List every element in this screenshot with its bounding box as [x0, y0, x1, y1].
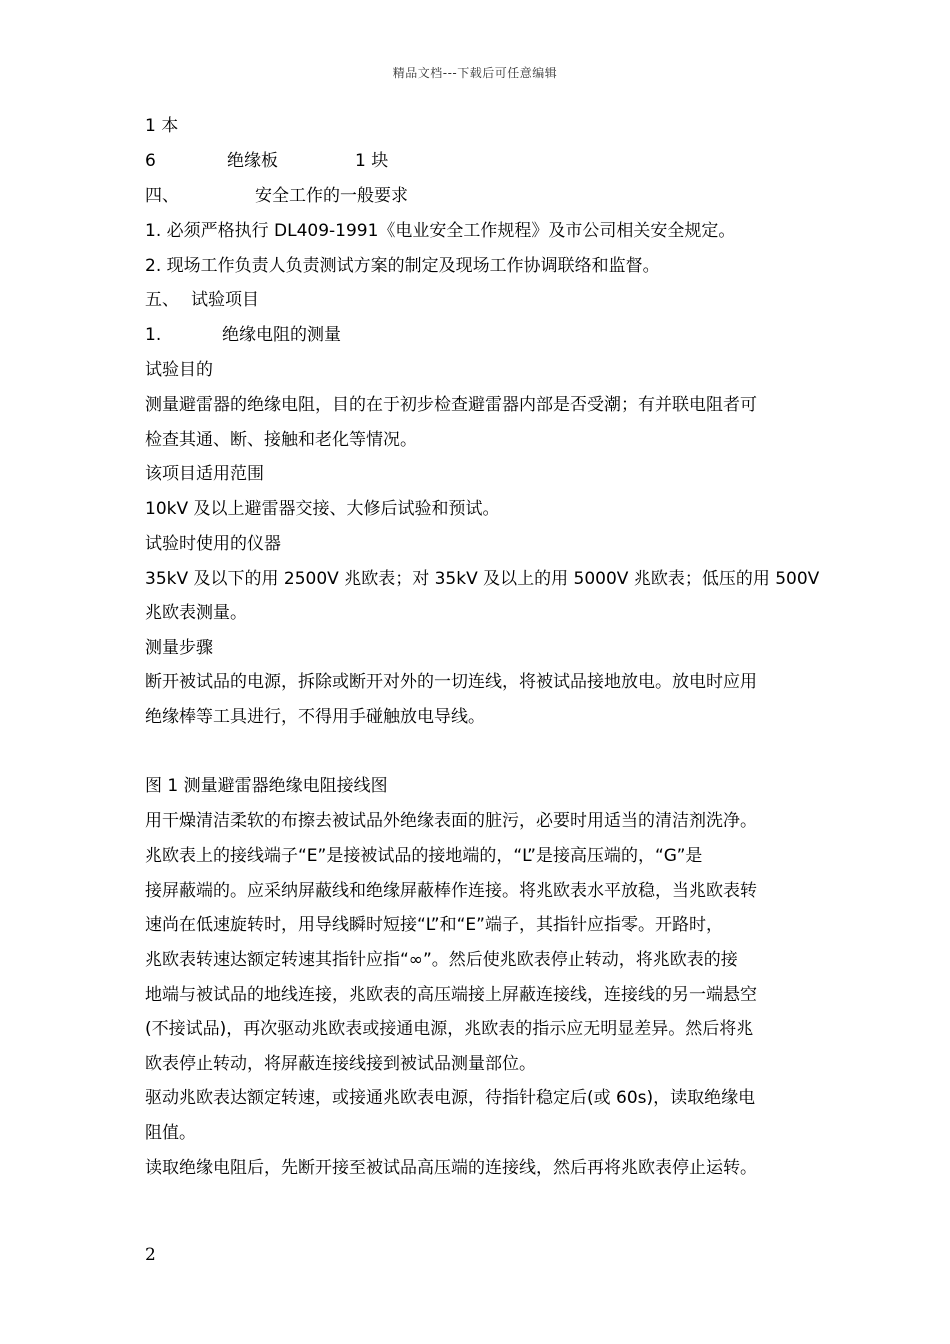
text-line-29: 阻值。 [145, 1123, 196, 1143]
section-heading-4 [145, 184, 408, 208]
text-line-4: 1. 必须严格执行 DL409-1991《电业安全工作规程》及市公司相关安全规定。 [145, 221, 736, 241]
text-line-16: 测量步骤 [145, 638, 213, 658]
text-line-11: 该项目适用范围 [145, 464, 264, 484]
text-line-14: 35kV 及以下的用 2500V 兆欧表；对 35kV 及以上的用 5000V 兆欧表；低压的用 500V [145, 569, 820, 589]
subsection-number: 1. [145, 325, 162, 345]
text-line-10: 检查其通、断、接触和老化等情况。 [145, 430, 417, 450]
text-line-21: 兆欧表上的接线端子“E”是接被试品的接地端的，“L”是接高压端的，“G”是 [145, 846, 703, 866]
item-number: 6 [145, 151, 156, 171]
text-line-27: 欧表停止转动，将屏蔽连接线接到被试品测量部位。 [145, 1054, 536, 1074]
text-line-13: 试验时使用的仪器 [145, 534, 281, 554]
subsection-title: 绝缘电阻的测量 [222, 325, 341, 345]
subsection-heading-1 [145, 323, 341, 347]
item-name: 绝缘板 [227, 151, 278, 171]
text-line-26: (不接试品)，再次驱动兆欧表或接通电源，兆欧表的指示应无明显差异。然后将兆 [145, 1019, 754, 1039]
text-line-25: 地端与被试品的地线连接，兆欧表的高压端接上屏蔽连接线，连接线的另一端悬空 [145, 985, 757, 1005]
text-line-8: 试验目的 [145, 360, 213, 380]
text-line-12: 10kV 及以上避雷器交接、大修后试验和预试。 [145, 499, 500, 519]
section-heading-5 [145, 288, 259, 312]
text-line-15: 兆欧表测量。 [145, 603, 247, 623]
text-line-20: 用干燥清洁柔软的布擦去被试品外绝缘表面的脏污，必要时用适当的清洁剂洗净。 [145, 811, 757, 831]
page-number: 2 [145, 1245, 156, 1265]
item-quantity: 1 块 [355, 151, 389, 171]
section-number: 四、 [145, 186, 179, 206]
text-line-17: 断开被试品的电源，拆除或断开对外的一切连线，将被试品接地放电。放电时应用 [145, 672, 757, 692]
text-line-9: 测量避雷器的绝缘电阻，目的在于初步检查避雷器内部是否受潮；有并联电阻者可 [145, 395, 757, 415]
page-header: 精品文档---下载后可任意编辑 [392, 66, 558, 80]
text-line-23: 速尚在低速旋转时，用导线瞬时短接“L”和“E”端子，其指针应指零。开路时， [145, 915, 723, 935]
text-line-28: 驱动兆欧表达额定转速，或接通兆欧表电源，待指针稳定后(或 60s)，读取绝缘电 [145, 1088, 756, 1108]
text-line-18: 绝缘棒等工具进行，不得用手碰触放电导线。 [145, 707, 485, 727]
text-line-22: 接屏蔽端的。应采纳屏蔽线和绝缘屏蔽棒作连接。将兆欧表水平放稳，当兆欧表转 [145, 881, 757, 901]
text-line-5: 2. 现场工作负责人负责测试方案的制定及现场工作协调联络和监督。 [145, 256, 660, 276]
section-title: 安全工作的一般要求 [255, 186, 408, 206]
section-title: 试验项目 [191, 290, 259, 310]
figure-caption: 图 1 测量避雷器绝缘电阻接线图 [145, 776, 388, 796]
text-line-24: 兆欧表转速达额定转速其指针应指“∞”。然后使兆欧表停止转动，将兆欧表的接 [145, 950, 738, 970]
text-line-30: 读取绝缘电阻后，先断开接至被试品高压端的连接线，然后再将兆欧表停止运转。 [145, 1158, 757, 1178]
text-line-1: 1 本 [145, 116, 179, 136]
equipment-row-6 [145, 149, 388, 173]
section-number: 五、 [145, 290, 179, 310]
